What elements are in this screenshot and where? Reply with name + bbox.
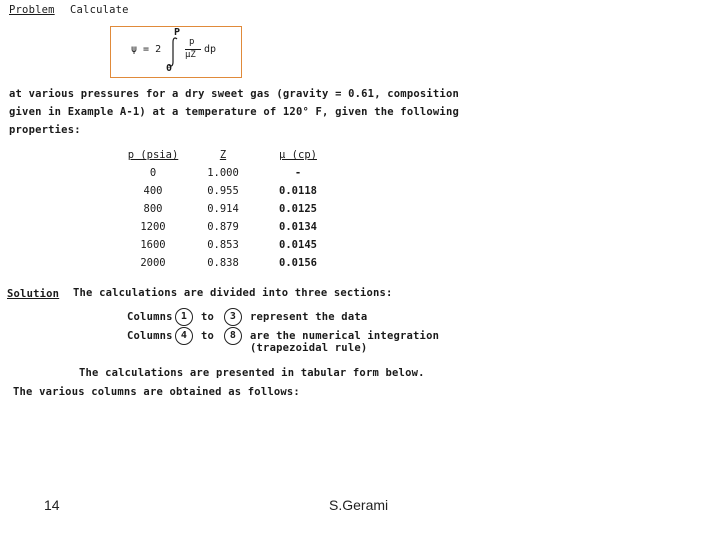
columns-row-1-desc: represent the data	[250, 311, 368, 323]
table-row	[123, 200, 333, 218]
header-pressure: p (psia)	[127, 149, 179, 161]
formula-differential: dp	[204, 44, 217, 55]
table-row	[123, 254, 333, 272]
cell-viscosity: -	[294, 167, 302, 179]
cell-z: 0.914	[207, 203, 239, 215]
table-row	[123, 218, 333, 236]
cell-viscosity: 0.0125	[279, 203, 317, 215]
statement-line-1: at various pressures for a dry sweet gas (gravity = 0.61, composition	[9, 88, 459, 100]
page-number: 14	[44, 497, 60, 513]
cell-pressure: 2000	[140, 257, 166, 269]
cell-z: 0.853	[207, 239, 239, 251]
columns-row-1-to: to	[201, 311, 215, 323]
problem-verb: Calculate	[70, 4, 129, 16]
header-z: Z	[219, 149, 227, 161]
cell-viscosity: 0.0134	[279, 221, 317, 233]
solution-label: Solution	[7, 288, 60, 300]
formula-box	[110, 26, 242, 78]
columns-row-2-desc: are the numerical integration	[250, 330, 440, 342]
cell-pressure: 1200	[140, 221, 166, 233]
header-viscosity: μ (cp)	[279, 149, 317, 161]
solution-intro: The calculations are divided into three sections:	[73, 287, 393, 299]
cell-viscosity: 0.0156	[279, 257, 317, 269]
cell-z: 0.955	[207, 185, 239, 197]
cell-pressure: 1600	[140, 239, 166, 251]
formula-lower-limit: 0	[166, 63, 173, 74]
column-1-circle: 1	[175, 308, 193, 326]
columns-row-2-to: to	[201, 330, 215, 342]
statement-line-3: properties:	[9, 124, 81, 136]
formula-lhs: ψ = 2	[131, 44, 162, 55]
cell-viscosity: 0.0118	[279, 185, 317, 197]
cell-viscosity: 0.0145	[279, 239, 317, 251]
columns-row-2-word: Columns	[127, 330, 173, 342]
properties-table	[123, 146, 333, 272]
formula-numerator: p	[189, 37, 195, 47]
column-8-circle: 8	[224, 327, 242, 345]
problem-label: Problem	[9, 4, 55, 16]
cell-pressure: 0	[149, 167, 157, 179]
cell-pressure: 400	[143, 185, 163, 197]
tabular-note: The calculations are presented in tabular form below.	[79, 367, 425, 379]
formula-denominator: μZ	[185, 50, 196, 60]
columns-row-1-word: Columns	[127, 311, 173, 323]
column-3-circle: 3	[224, 308, 242, 326]
columns-row-2-desc-2: (trapezoidal rule)	[250, 342, 368, 354]
statement-line-2: given in Example A-1) at a temperature of 120° F, given the following	[9, 106, 459, 118]
formula-upper-limit: P	[174, 27, 181, 38]
table-row	[123, 164, 333, 182]
footer-author: S.Gerami	[329, 497, 389, 513]
cell-z: 0.838	[207, 257, 239, 269]
cell-pressure: 800	[143, 203, 163, 215]
table-row	[123, 182, 333, 200]
cell-z: 1.000	[207, 167, 239, 179]
cell-z: 0.879	[207, 221, 239, 233]
columns-note: The various columns are obtained as follows:	[13, 386, 300, 398]
table-header-row	[123, 146, 333, 164]
column-4-circle: 4	[175, 327, 193, 345]
table-row	[123, 236, 333, 254]
